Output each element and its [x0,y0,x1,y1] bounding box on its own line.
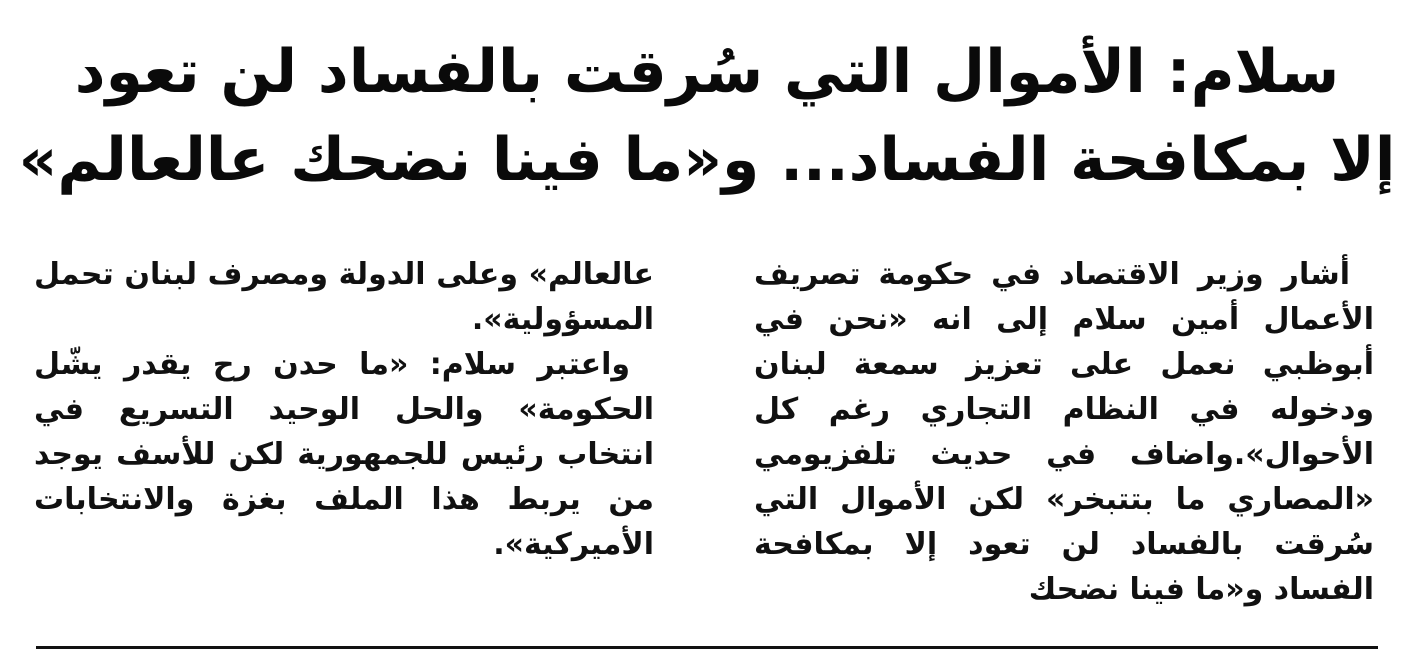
article-headline [0,28,1414,204]
body-column-left [34,252,654,567]
body-column-right [754,252,1374,612]
body-paragraph: واعتبر سلام: «ما حدن رح يقدر يشّل الحكومة» والحل الوحيد التسريع في انتخاب رئيس للجمهورية لكن للأسف يوجد من يربط هذا الملف بغزة والانتخابات الأميركية». [34,347,654,562]
body-paragraph: عالعالم» وعلى الدولة ومصرف لبنان تحمل المسؤولية». [34,257,654,337]
headline-line-2: إلا بمكافحة الفساد... و«ما فينا نضحك عالعالم» [18,125,1396,195]
article-body [34,252,1374,632]
headline-line-1: سلام: الأموال التي سُرقت بالفساد لن تعود [74,37,1340,107]
body-paragraph: أشار وزير الاقتصاد في حكومة تصريف الأعمال أمين سلام إلى انه «نحن في أبوظبي نعمل على تعزيز سمعة لبنان ودخوله في النظام التجاري رغم كل الأحوال».واضاف في حديث تلفزيومي «المصاري ما بتتبخر» لكن الأموال التي سُرقت بالفساد لن تعود إلا بمكافحة الفساد و«ما فينا نضحك [754,257,1374,607]
bottom-divider [36,646,1378,649]
